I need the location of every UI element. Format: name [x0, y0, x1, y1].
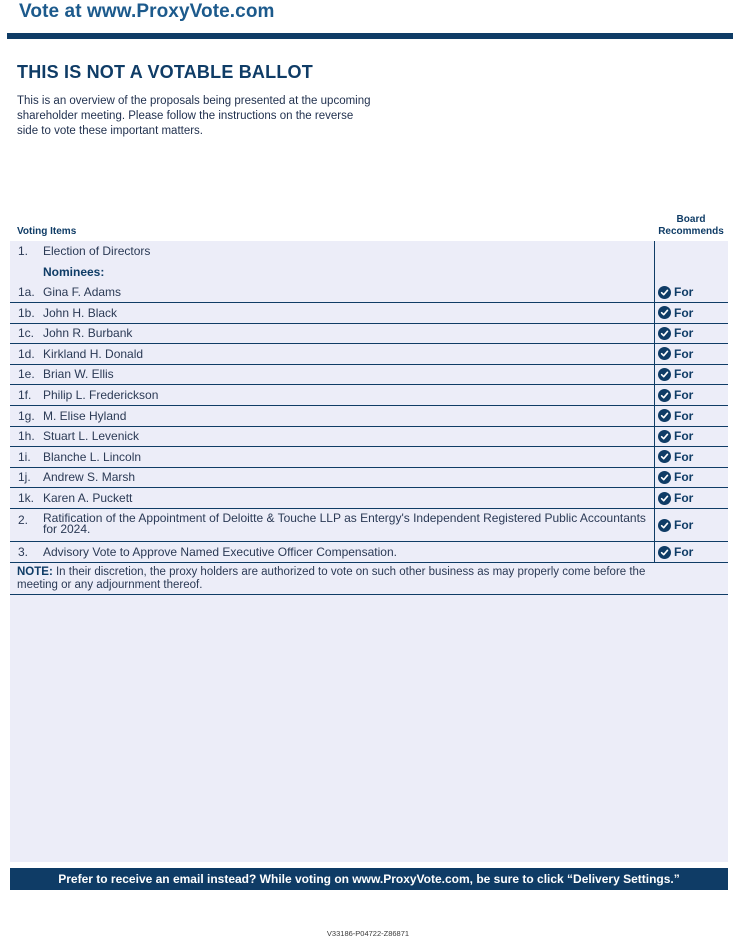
intro-text: This is an overview of the proposals being presented at the upcoming shareholder meeting. Please follow the instructions on the reverse side to vote these important matters.: [17, 95, 371, 137]
row-divider: [10, 343, 728, 344]
board-recommendation: [658, 545, 693, 559]
nominee-name: Karen A. Puckett: [43, 491, 133, 505]
vote-label: For: [674, 326, 694, 341]
row-divider: [10, 446, 728, 447]
nominee-name: Gina F. Adams: [43, 285, 122, 299]
row-divider: [10, 405, 728, 406]
item-text: Advisory Vote to Approve Named Executive Officer Compensation.: [43, 545, 397, 559]
board-recommendation: [658, 367, 693, 381]
nominee-name: Kirkland H. Donald: [43, 346, 144, 361]
board-recommendation: [658, 285, 693, 299]
vote-label: For: [674, 470, 694, 485]
check-circle-icon: [658, 519, 671, 532]
board-recommendation: [658, 518, 693, 532]
row-divider: [10, 594, 728, 595]
nominee-number: 1g.: [18, 408, 35, 423]
board-recommendation: [658, 326, 693, 340]
header-url: Vote at www.ProxyVote.com: [19, 1, 275, 22]
row-divider: [10, 562, 728, 563]
nominee-name: Philip L. Frederickson: [43, 388, 159, 402]
row-divider: [10, 508, 728, 509]
item-text: Election of Directors: [43, 244, 151, 258]
row-divider: [10, 467, 728, 468]
board-recommendation: [658, 409, 693, 423]
nominee-name: John H. Black: [43, 305, 118, 320]
check-circle-icon: [658, 306, 671, 319]
nominee-name: Andrew S. Marsh: [43, 470, 136, 485]
item-number: 3.: [18, 545, 29, 559]
board-recommendation: [658, 470, 693, 484]
check-circle-icon: [658, 368, 671, 381]
delivery-settings-banner: Prefer to receive an email instead? While voting on www.ProxyVote.com, be sure to click “Delivery Settings.”: [10, 868, 728, 890]
header-rule: [7, 33, 733, 39]
nominee-number: 1h.: [18, 429, 35, 444]
nominee-number: 1d.: [18, 346, 35, 361]
nominee-number: 1c.: [18, 326, 35, 341]
row-divider: [10, 487, 728, 488]
vote-label: For: [674, 346, 694, 361]
item-text: Ratification of the Appointment of Deloitte & Touche LLP as Entergy's Independent Registered Public Accountants for 2024.: [43, 511, 646, 536]
check-circle-icon: [658, 492, 671, 505]
column-header-board-recommends: Board Recommends: [658, 214, 724, 237]
check-circle-icon: [658, 327, 671, 340]
board-recommendation: [658, 491, 693, 505]
board-recommendation: [658, 388, 693, 402]
note-text: [17, 566, 657, 592]
nominee-name: Brian W. Ellis: [43, 367, 114, 382]
nominee-number: 1e.: [18, 367, 35, 382]
nominee-number: 1b.: [18, 305, 35, 320]
column-header-voting-items: Voting Items: [17, 226, 77, 237]
vote-label: For: [674, 305, 694, 320]
check-circle-icon: [658, 546, 671, 559]
vote-label: For: [674, 518, 694, 532]
check-circle-icon: [658, 409, 671, 422]
row-divider: [10, 384, 728, 385]
board-recommendation: [658, 306, 693, 320]
check-circle-icon: [658, 471, 671, 484]
vote-label: For: [674, 449, 694, 464]
note-label: NOTE:: [17, 566, 53, 578]
nominee-number: 1k.: [18, 491, 35, 505]
check-circle-icon: [658, 347, 671, 360]
document-code: V33186-P04722-Z86871: [326, 929, 410, 938]
nominee-name: Blanche L. Lincoln: [43, 449, 142, 464]
nominee-name: John R. Burbank: [43, 326, 133, 341]
board-recommendation: [658, 429, 693, 443]
vote-label: For: [674, 429, 694, 444]
vote-label: For: [674, 545, 694, 559]
nominee-number: 1f.: [18, 388, 32, 402]
nominee-name: M. Elise Hyland: [43, 408, 127, 423]
vote-label: For: [674, 285, 694, 299]
nominees-label: Nominees:: [43, 265, 105, 279]
item-number: 1.: [18, 244, 29, 258]
board-recommendation: [658, 450, 693, 464]
row-divider: [10, 426, 728, 427]
vote-label: For: [674, 408, 694, 423]
row-divider: [10, 541, 728, 542]
nominee-number: 1j.: [18, 470, 31, 485]
check-circle-icon: [658, 450, 671, 463]
check-circle-icon: [658, 286, 671, 299]
board-recommendation: [658, 347, 693, 361]
check-circle-icon: [658, 389, 671, 402]
vote-label: For: [674, 491, 694, 505]
vote-label: For: [674, 388, 694, 402]
nominee-number: 1i.: [18, 449, 31, 464]
item-number: 2.: [18, 513, 29, 527]
check-circle-icon: [658, 430, 671, 443]
nominee-number: 1a.: [18, 285, 35, 299]
row-divider: [10, 302, 728, 303]
vote-label: For: [674, 367, 694, 382]
note-body: In their discretion, the proxy holders are authorized to vote on such other business as may properly come before the meeting or any adjournment thereof.: [17, 566, 646, 591]
page-title: THIS IS NOT A VOTABLE BALLOT: [17, 62, 313, 82]
row-divider: [10, 323, 728, 324]
row-divider: [10, 364, 728, 365]
nominee-name: Stuart L. Levenick: [43, 429, 140, 444]
